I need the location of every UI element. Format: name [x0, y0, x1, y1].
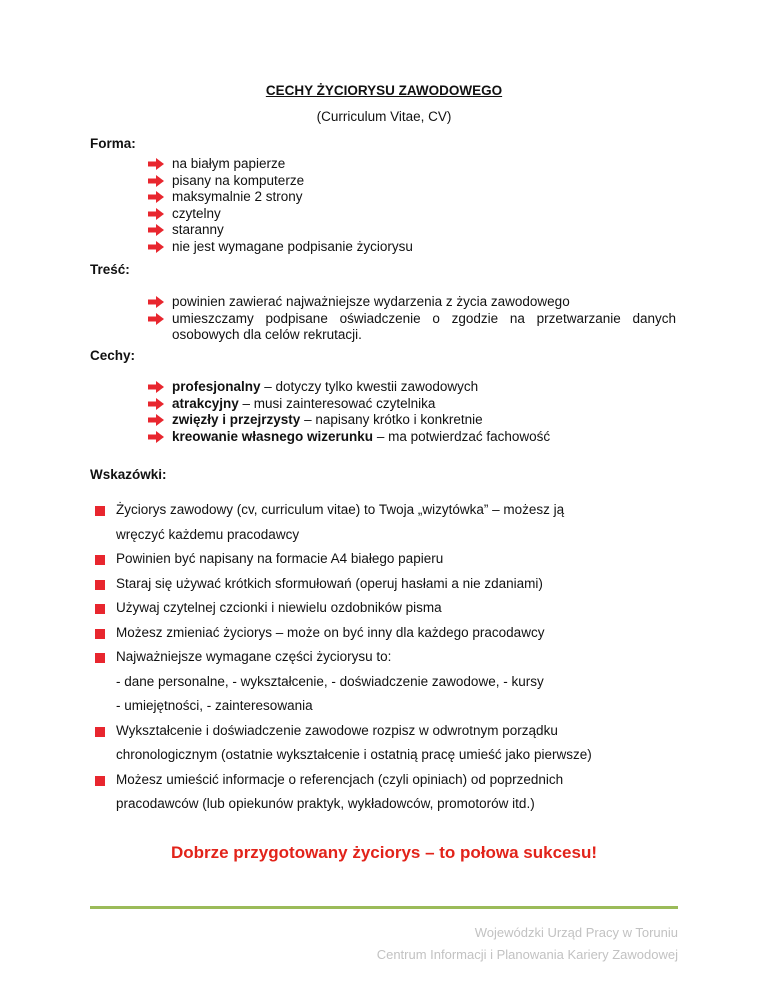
arrow-right-icon — [148, 208, 164, 220]
square-icon — [95, 727, 105, 737]
arrow-right-icon — [148, 381, 164, 393]
tip-text: Używaj czytelnej czcionki i niewielu ozdobników pisma — [116, 600, 442, 615]
feature-term: profesjonalny — [172, 379, 261, 394]
list-item-text: maksymalnie 2 strony — [172, 189, 303, 204]
document-title: CECHY ŻYCIORYSU ZAWODOWEGO — [265, 83, 503, 98]
feature-description: – dotyczy tylko kwestii zawodowych — [260, 379, 479, 394]
arrow-right-icon — [148, 296, 164, 308]
feature-description: – musi zainteresować czytelnika — [238, 395, 436, 411]
tip-text: Możesz zmieniać życiorys – może on być inny dla każdego pracodawcy — [116, 624, 545, 640]
list-item-text: czytelny — [172, 205, 221, 221]
tip-item — [95, 572, 695, 597]
feature-term: atrakcyjny — [172, 395, 239, 411]
square-icon — [95, 604, 105, 614]
list-item — [148, 189, 676, 206]
cechy-list — [148, 379, 676, 445]
tip-text: Staraj się używać krótkich sformułowań (operuj hasłami a nie zdaniami) — [116, 575, 543, 591]
tip-text: Możesz umieścić informacje o referencjach (czyli opiniach) od poprzednich — [116, 771, 564, 787]
list-item — [148, 396, 676, 413]
tip-item — [95, 621, 695, 646]
list-item-text: pisany na komputerze — [172, 172, 305, 188]
section-label-tresc: Treść: — [90, 262, 130, 277]
list-item — [148, 156, 676, 173]
tip-item — [95, 547, 695, 572]
arrow-right-icon — [148, 313, 164, 325]
footer-department: Centrum Informacji i Planowania Kariery Zawodowej — [376, 947, 678, 962]
list-item — [148, 412, 676, 429]
tip-item — [95, 645, 695, 719]
list-item — [148, 311, 676, 344]
list-item-text: umieszczamy podpisane oświadczenie o zgodzie na przetwarzanie danych osobowych dla celów rekrutacji. — [172, 310, 676, 342]
list-item-text: staranny — [172, 222, 224, 237]
section-label-cechy: Cechy: — [90, 348, 136, 363]
tip-text: - dane personalne, - wykształcenie, - doświadczenie zawodowe, - kursy — [116, 673, 544, 689]
tip-text: Najważniejsze wymagane części życiorysu to: — [116, 649, 392, 664]
tip-item — [95, 768, 695, 817]
arrow-right-icon — [148, 431, 164, 443]
arrow-right-icon — [148, 398, 164, 410]
square-icon — [95, 506, 105, 516]
arrow-right-icon — [148, 224, 164, 236]
arrow-right-icon — [148, 414, 164, 426]
tip-text: Życiorys zawodowy (cv, curriculum vitae) to Twoja „wizytówka” – możesz ją — [116, 502, 565, 517]
tips-list — [95, 498, 695, 817]
feature-description: – napisany krótko i konkretnie — [300, 412, 483, 427]
list-item — [148, 222, 676, 239]
square-icon — [95, 776, 105, 786]
square-icon — [95, 580, 105, 590]
section-label-wskazowki: Wskazówki: — [90, 467, 167, 482]
list-item — [148, 173, 676, 190]
tip-text: - umiejętności, - zainteresowania — [116, 698, 313, 713]
tip-item — [95, 498, 695, 547]
square-icon — [95, 629, 105, 639]
footer-divider — [90, 906, 678, 909]
list-item-text: na białym papierze — [172, 156, 286, 171]
list-item-text: powinien zawierać najważniejsze wydarzenia z życia zawodowego — [172, 294, 570, 309]
arrow-right-icon — [148, 158, 164, 170]
tip-item — [95, 719, 695, 768]
square-icon — [95, 555, 105, 565]
forma-list — [148, 156, 676, 255]
tip-item — [95, 596, 695, 621]
feature-description: – ma potwierdzać fachowość — [373, 428, 551, 444]
tip-text: pracodawców (lub opiekunów praktyk, wykładowców, promotorów itd.) — [116, 796, 535, 811]
tip-text: wręczyć każdemu pracodawcy — [116, 526, 300, 542]
tip-text: Wykształcenie i doświadczenie zawodowe rozpisz w odwrotnym porządku — [116, 722, 558, 738]
feature-term: zwięzły i przejrzysty — [172, 412, 301, 427]
list-item — [148, 429, 676, 446]
arrow-right-icon — [148, 191, 164, 203]
square-icon — [95, 653, 105, 663]
feature-term: kreowanie własnego wizerunku — [172, 428, 374, 444]
list-item — [148, 294, 676, 311]
tip-text: chronologicznym (ostatnie wykształcenie i ostatnią pracę umieść jako pierwsze) — [116, 747, 592, 762]
arrow-right-icon — [148, 241, 164, 253]
slogan: Dobrze przygotowany życiorys – to połowa sukcesu! — [170, 843, 598, 862]
tip-text: Powinien być napisany na formacie A4 białego papieru — [116, 551, 444, 566]
section-label-forma: Forma: — [90, 136, 136, 151]
footer — [377, 922, 678, 966]
list-item — [148, 239, 676, 256]
list-item-text: nie jest wymagane podpisanie życiorysu — [172, 238, 413, 254]
list-item — [148, 206, 676, 223]
footer-institution: Wojewódzki Urząd Pracy w Toruniu — [474, 925, 678, 940]
document-subtitle: (Curriculum Vitae, CV) — [316, 109, 452, 124]
tresc-list — [148, 294, 676, 344]
arrow-right-icon — [148, 175, 164, 187]
list-item — [148, 379, 676, 396]
